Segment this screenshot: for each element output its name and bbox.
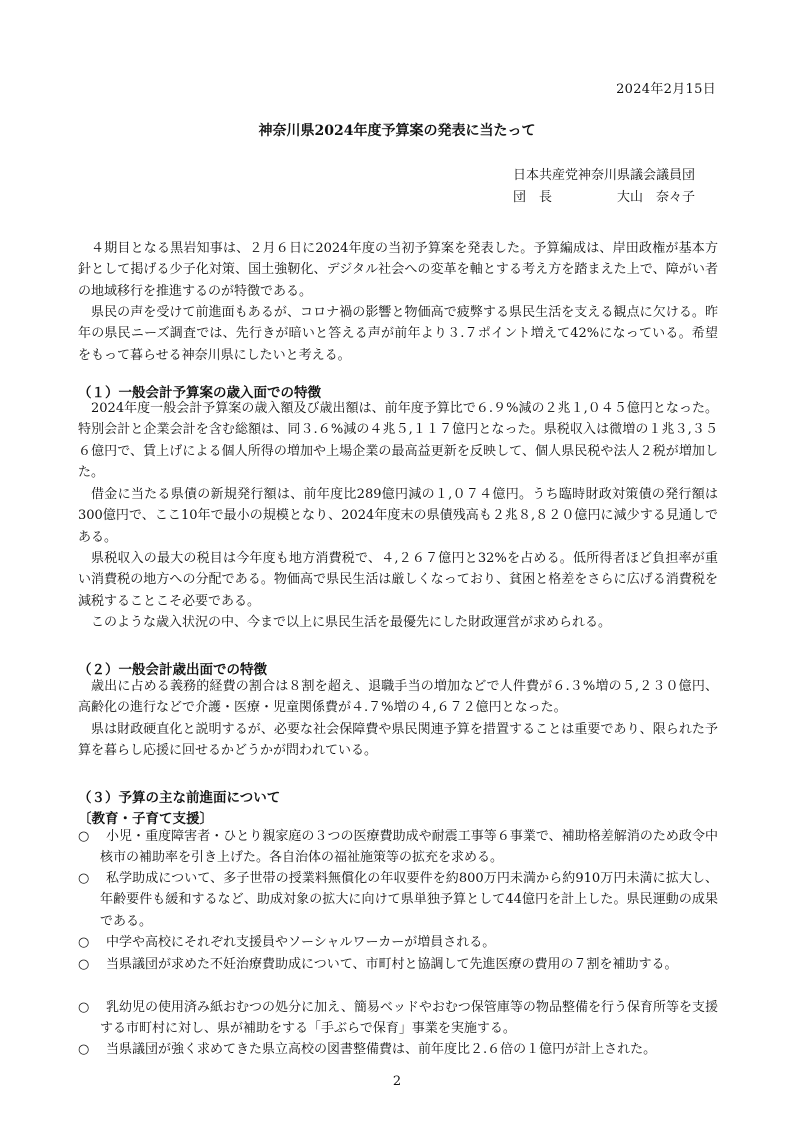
body-paragraph: 歳出に占める義務的経費の割合は８割を超え、退職手当の増加などで人件費が６.３%増の５,２３０億円、高齢化の進行などで介護・医療・児童関係費が４.７%増の４,６７２億円となった。 bbox=[78, 679, 718, 716]
list-item bbox=[78, 932, 718, 953]
bullet-icon: ○ bbox=[78, 957, 90, 972]
document-title: 神奈川県2024年度予算案の発表に当たって bbox=[258, 123, 536, 139]
list-item bbox=[78, 954, 718, 975]
list-item-text: 中学や高校にそれぞれ支援員やソーシャルワーカーが増員される。 bbox=[106, 935, 496, 950]
list-item bbox=[78, 997, 718, 1040]
list-item-text: 小児・重度障害者・ひとり親家庭の３つの医療費助成や耐震工事等６事業で、補助格差解消のため政令中核市の補助率を引き上げた。各自治体の福祉施策等の拡充を求める。 bbox=[100, 829, 718, 866]
section-heading: （１）一般会計予算案の歳入面での特徴 bbox=[78, 385, 321, 401]
body-paragraph: このような歳入状況の中、今まで以上に県民生活を最優先にした財政運営が求められる。 bbox=[91, 615, 612, 630]
page-number: 2 bbox=[392, 1074, 402, 1089]
list-item bbox=[78, 826, 718, 869]
list-item bbox=[78, 1039, 718, 1060]
list-item bbox=[78, 868, 718, 932]
list-item-text: 乳幼児の使用済み紙おむつの処分に加え、簡易ベッドやおむつ保管庫等の物品整備を行う保育所等を支援する市町村に対し、県が補助をする「手ぶらで保育」事業を実施する。 bbox=[100, 1000, 718, 1037]
body-paragraph: 県は財政硬直化と説明するが、必要な社会保障費や県民関連予算を措置することは重要であり、限られた予算を暮らし応援に回せるかどうかが問われている。 bbox=[78, 722, 718, 759]
body-paragraph: 2024年度一般会計予算案の歳入額及び歳出額は、前年度予算比で６.９%減の２兆１,０４５億円となった。特別会計と企業会計を含む総額は、同３.６%減の４兆５,１１７億円となった。県税収入は微増の１兆３,３５６億円で、賃上げによる個人所得の増加や上場企業の最高益更新を反映して、個人県民税や法人２税が増加した。 bbox=[78, 401, 718, 481]
section-heading: （３）予算の主な前進面について bbox=[78, 790, 281, 806]
bullet-icon: ○ bbox=[78, 871, 90, 886]
body-paragraph: 県税収入の最大の税目は今年度も地方消費税で、４,２６７億円と32%を占める。低所得者ほど負担率が重い消費税の地方への分配である。物価高で県民生活は厳しくなっており、貧困と格差をさらに広げる消費税を減税することこそ必要である。 bbox=[78, 551, 718, 609]
bullet-icon: ○ bbox=[78, 829, 90, 844]
author-organization: 日本共産党神奈川県議会議員団 bbox=[513, 168, 696, 183]
author-representative: 団 長 大山 奈々子 bbox=[513, 190, 696, 205]
list-item-text: 私学助成について、多子世帯の授業料無償化の年収要件を約800万円未満から約910万円未満に拡大し、年齢要件も緩和するなど、助成対象の拡大に向けて県単独予算として44億円を計上した。県民運動の成果である。 bbox=[100, 871, 718, 929]
section-heading: （２）一般会計歳出面での特徴 bbox=[78, 662, 267, 678]
subsection-heading: 〔教育・子育て支援〕 bbox=[78, 811, 213, 827]
body-paragraph: 借金に当たる県債の新規発行額は、前年度比289億円減の１,０７４億円。うち臨時財政対策債の発行額は300億円で、ここ10年で最小の規模となり、2024年度末の県債残高も２兆８,８２０億円に減少する見通しである。 bbox=[78, 487, 718, 545]
bullet-icon: ○ bbox=[78, 935, 90, 950]
bullet-icon: ○ bbox=[78, 1000, 90, 1015]
document-date: 2024年2月15日 bbox=[616, 82, 716, 97]
intro-paragraph: 県民の声を受けて前進面もあるが、コロナ禍の影響と物価高で疲弊する県民生活を支える観点に欠ける。昨年の県民ニーズ調査では、先行きが暗いと答える声が前年より３.７ポイント増えて42%になっている。希望をもって暮らせる神奈川県にしたいと考える。 bbox=[78, 305, 718, 363]
bullet-icon: ○ bbox=[78, 1042, 90, 1057]
list-item-text: 当県議団が求めた不妊治療費助成について、市町村と協調して先進医療の費用の７割を補助する。 bbox=[106, 957, 678, 972]
intro-paragraph: ４期目となる黒岩知事は、２月６日に2024年度の当初予算案を発表した。予算編成は、岸田政権が基本方針として掲げる少子化対策、国土強靭化、デジタル社会への変革を軸とする考え方を踏まえた上で、障がい者の地域移行を推進するのが特徴である。 bbox=[78, 241, 718, 299]
list-item-text: 当県議団が強く求めてきた県立高校の図書整備費は、前年度比２.６倍の１億円が計上された。 bbox=[106, 1042, 657, 1057]
